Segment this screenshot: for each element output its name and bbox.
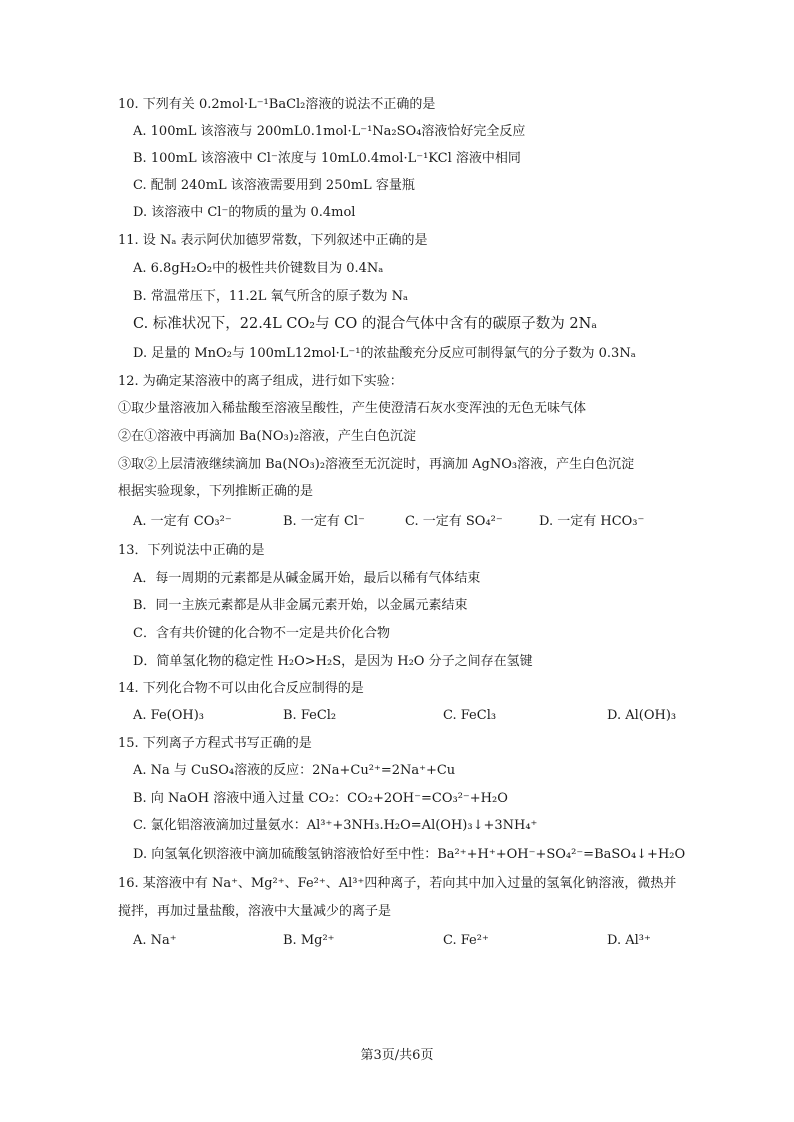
q16-option-b: B. Mg²⁺ — [283, 933, 335, 948]
q12-step-3: ③取②上层清液继续滴加 Ba(NO₃)₂溶液至无沉淀时，再滴加 AgNO₃溶液，产生白色沉淀 — [118, 457, 635, 472]
q12-option-b: B. 一定有 Cl⁻ — [283, 514, 365, 529]
q15-option-d: D. 向氢氧化钡溶液中滴加硫酸氢钠溶液恰好至中性：Ba²⁺+H⁺+OH⁻+SO₄²⁻=BaSO₄↓+H₂O — [133, 847, 686, 862]
q10-option-a: A. 100mL 该溶液与 200mL0.1mol·L⁻¹Na₂SO₄溶液恰好完全反应 — [133, 124, 526, 139]
q11-option-a: A. 6.8gH₂O₂中的极性共价键数目为 0.4Nₐ — [133, 261, 384, 276]
q16-option-a: A. Na⁺ — [133, 933, 177, 948]
q11-option-d: D. 足量的 MnO₂与 100mL12mol·L⁻¹的浓盐酸充分反应可制得氯气的分子数为 0.3Nₐ — [133, 346, 636, 361]
q13-option-d: D．简单氢化物的稳定性 H₂O>H₂S，是因为 H₂O 分子之间存在氢键 — [133, 654, 533, 669]
q16-options — [133, 932, 693, 950]
q14-option-c: C. FeCl₃ — [443, 708, 497, 723]
q12-step-1: ①取少量溶液加入稀盐酸至溶液呈酸性，产生使澄清石灰水变浑浊的无色无味气体 — [118, 401, 587, 416]
q16-stem-line1: 16. 某溶液中有 Na⁺、Mg²⁺、Fe²⁺、Al³⁺四种离子，若向其中加入过量的氢氧化钠溶液，微热并 — [118, 876, 677, 891]
q12-option-d: D. 一定有 HCO₃⁻ — [539, 514, 645, 529]
q15-stem: 15. 下列离子方程式书写正确的是 — [118, 736, 312, 751]
q10-option-d: D. 该溶液中 Cl⁻的物质的量为 0.4mol — [133, 205, 356, 220]
q12-judge: 根据实验现象，下列推断正确的是 — [118, 484, 314, 499]
q12-step-2: ②在①溶液中再滴加 Ba(NO₃)₂溶液，产生白色沉淀 — [118, 429, 417, 444]
q13-option-a: A．每一周期的元素都是从碱金属开始，最后以稀有气体结束 — [133, 571, 481, 586]
q15-option-a: A. Na 与 CuSO₄溶液的反应：2Na+Cu²⁺=2Na⁺+Cu — [133, 763, 456, 778]
q13-option-c: C．含有共价键的化合物不一定是共价化合物 — [133, 626, 390, 641]
q14-option-a: A. Fe(OH)₃ — [133, 708, 205, 723]
q12-stem: 12. 为确定某溶液中的离子组成，进行如下实验： — [118, 374, 403, 389]
q16-stem-line2: 搅拌，再加过量盐酸，溶液中大量减少的离子是 — [118, 904, 392, 919]
q14-options — [133, 707, 693, 725]
q10-option-c: C. 配制 240mL 该溶液需要用到 250mL 容量瓶 — [133, 178, 415, 193]
page-number-footer: 第3页/共6页 — [360, 1048, 434, 1063]
q13-option-b: B．同一主族元素都是从非金属元素开始，以金属元素结束 — [133, 598, 468, 613]
q15-option-c: C. 氯化铝溶液滴加过量氨水：Al³⁺+3NH₃.H₂O=Al(OH)₃↓+3NH₄⁺ — [133, 818, 538, 833]
q11-option-c: C. 标准状况下，22.4L CO₂与 CO 的混合气体中含有的碳原子数为 2Nₐ — [133, 316, 597, 332]
q10-stem: 10. 下列有关 0.2mol·L⁻¹BaCl₂溶液的说法不正确的是 — [118, 97, 436, 112]
q14-option-d: D. Al(OH)₃ — [607, 708, 677, 723]
q13-stem: 13．下列说法中正确的是 — [118, 543, 265, 558]
q16-option-d: D. Al³⁺ — [607, 933, 651, 948]
q11-option-b: B. 常温常压下，11.2L 氧气所含的原子数为 Nₐ — [133, 289, 409, 304]
q14-stem: 14. 下列化合物不可以由化合反应制得的是 — [118, 681, 364, 696]
q12-option-c: C. 一定有 SO₄²⁻ — [405, 514, 503, 529]
q12-option-a: A. 一定有 CO₃²⁻ — [133, 514, 232, 529]
q11-stem: 11. 设 Nₐ 表示阿伏加德罗常数，下列叙述中正确的是 — [118, 233, 428, 248]
q14-option-b: B. FeCl₂ — [283, 708, 337, 723]
q15-option-b: B. 向 NaOH 溶液中通入过量 CO₂：CO₂+2OH⁻=CO₃²⁻+H₂O — [133, 791, 508, 806]
q16-option-c: C. Fe²⁺ — [443, 933, 489, 948]
q12-options — [133, 513, 693, 531]
q10-option-b: B. 100mL 该溶液中 Cl⁻浓度与 10mL0.4mol·L⁻¹KCl 溶液中相同 — [133, 151, 521, 166]
